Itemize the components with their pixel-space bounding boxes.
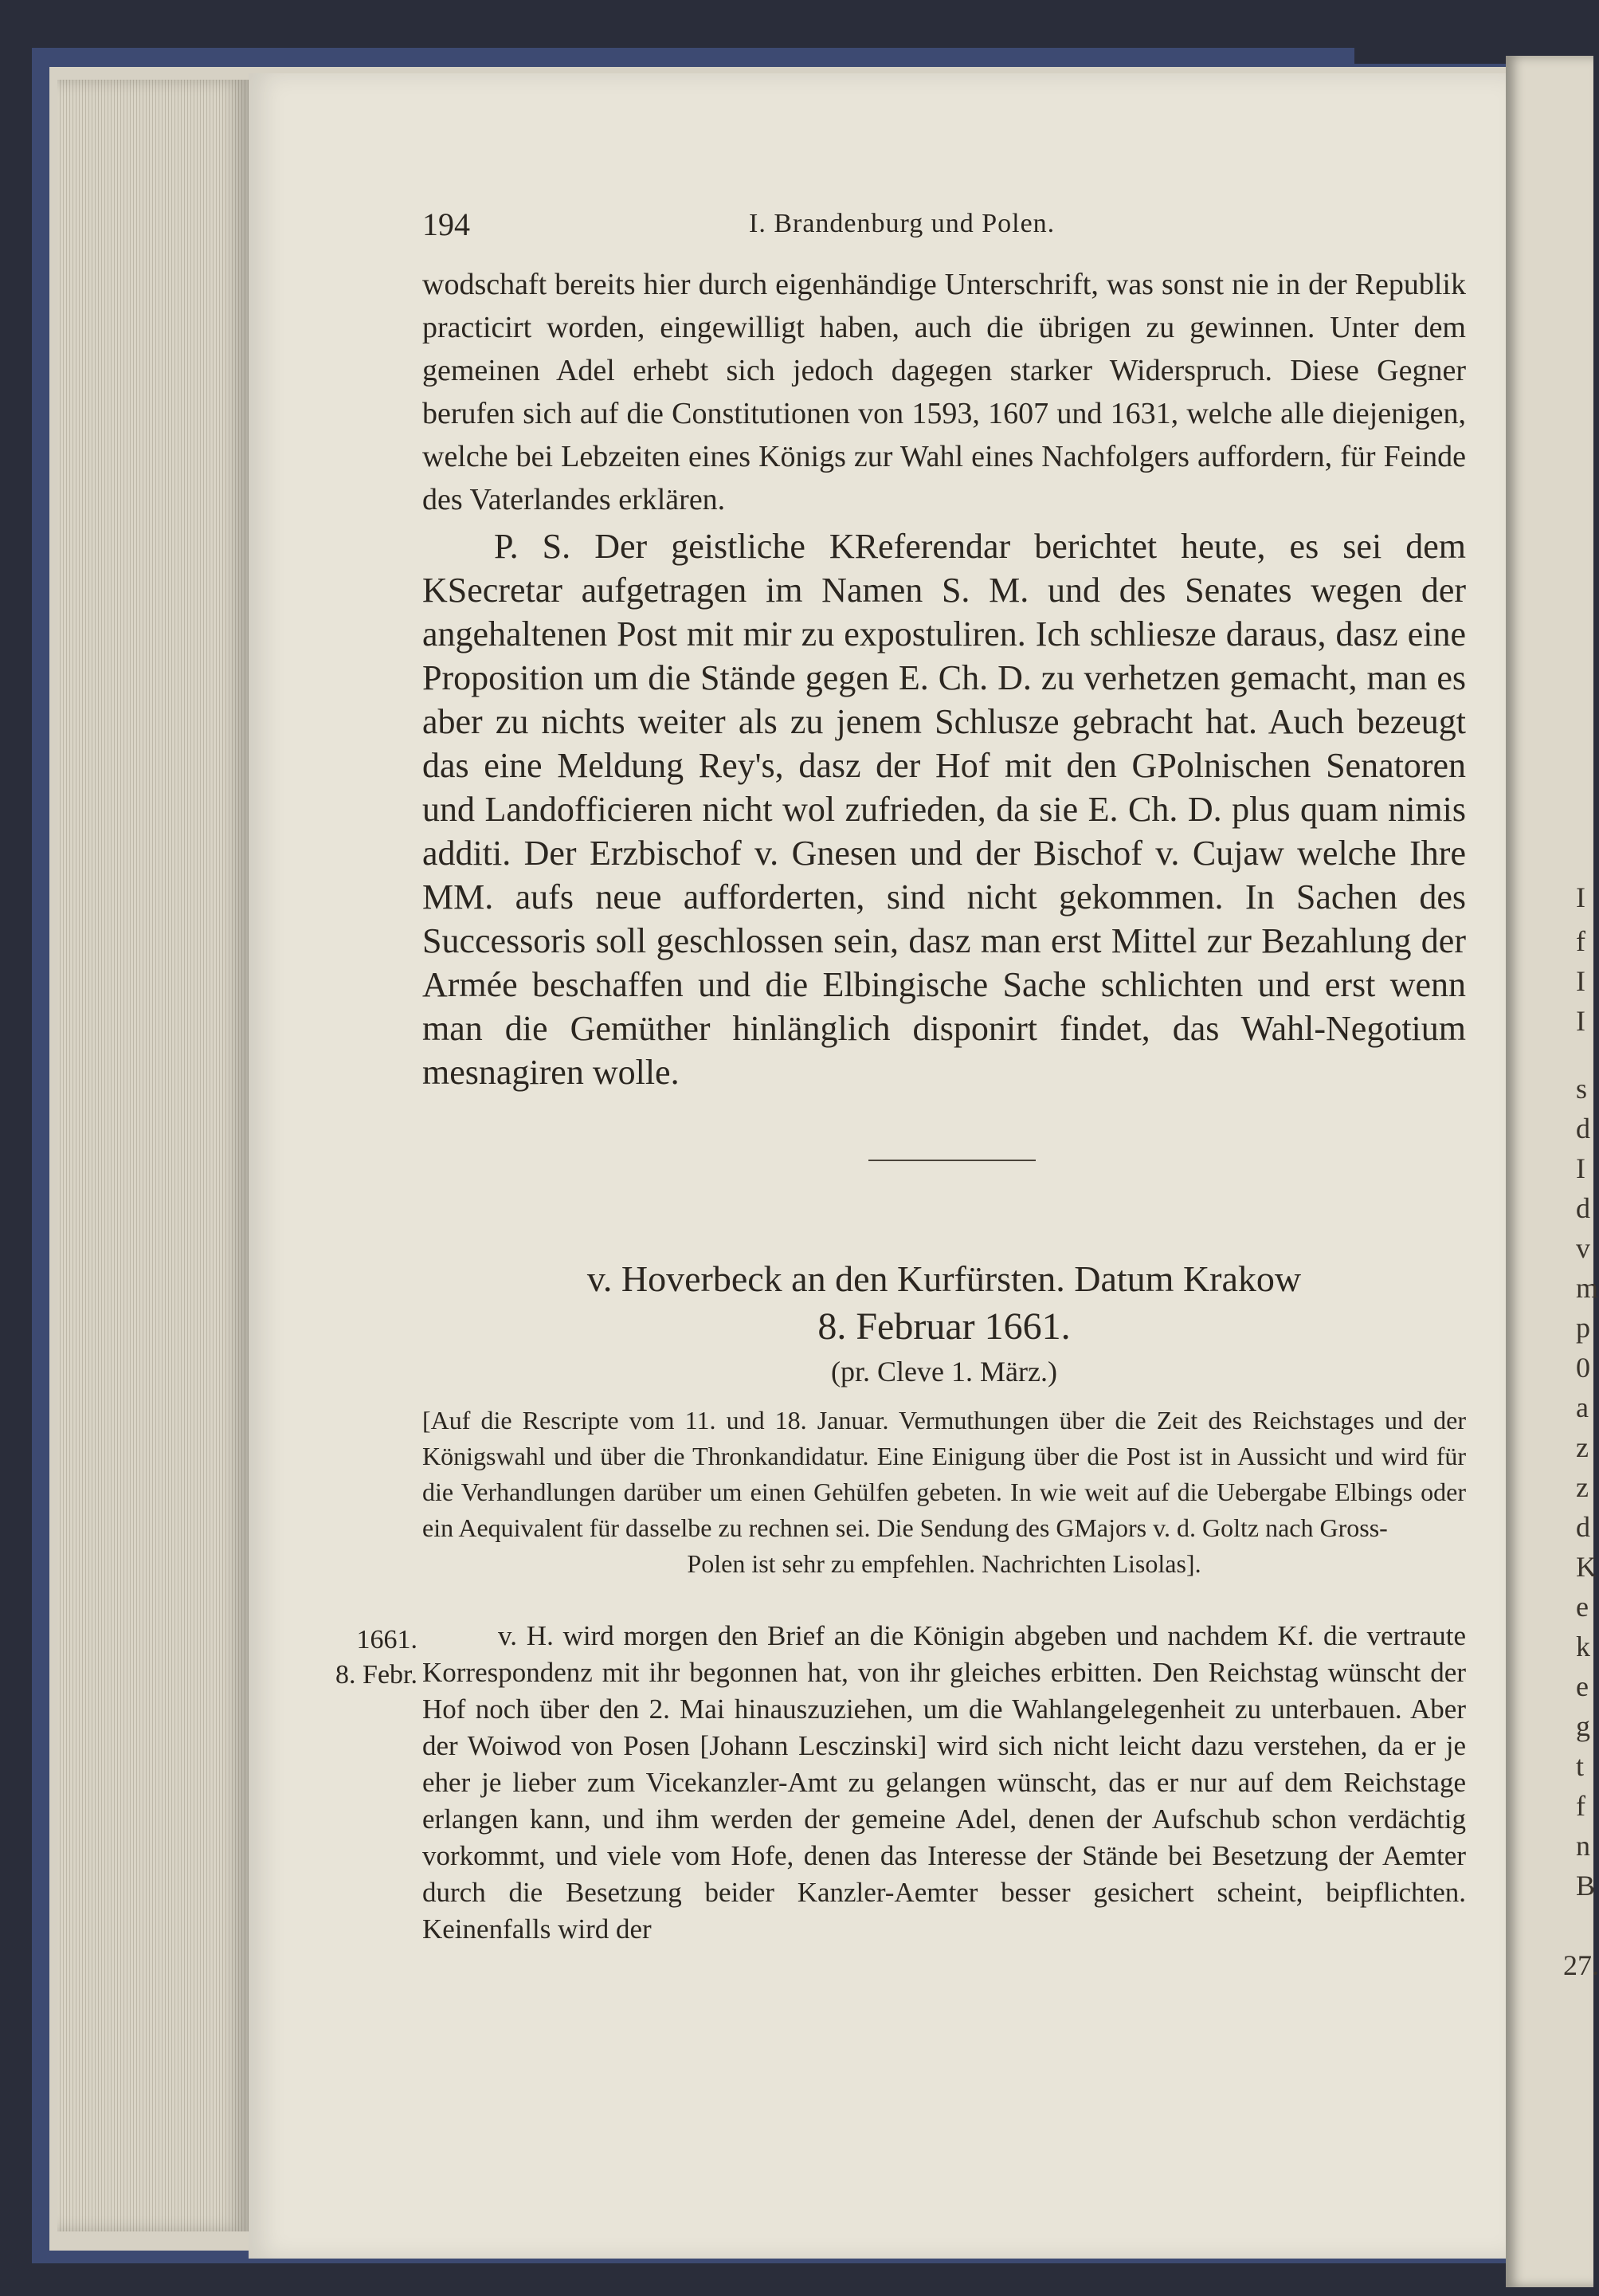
summary-last-line: Polen ist sehr zu empfehlen. Nachrichten Lisolas]. [687,1549,1201,1578]
next-page-fragment: d [1576,1511,1590,1543]
next-page-fragment: e [1576,1670,1589,1702]
next-page-fragment: I [1576,1152,1585,1184]
letter-body [422,1618,1466,1948]
margin-year: 1661. [356,1625,417,1654]
page-number: 194 [422,206,470,242]
next-page-fragment: s [1576,1073,1588,1105]
next-page-fragment: d [1576,1113,1590,1144]
next-page-fragment: I [1576,881,1585,913]
next-page-fragment: v [1576,1232,1590,1264]
next-page-fragment: d [1576,1192,1590,1224]
letter-heading [422,1255,1466,1351]
received-note: (pr. Cleve 1. März.) [831,1356,1057,1387]
paragraph-continuation: wodschaft bereits hier durch eigenhändige Unterschrift, was sonst nie in der Republik practicirt worden, eingewilligt haben, auch die übrigen zu gewinnen. Unter dem gemeinen Adel erhebt sich jedoch dagegen starker Widerspruch. Diese Gegner berufen sich auf die Constitutionen von 1593, 1607 und 1631, welche alle diejenigen, welche bei Lebzeiten eines Königs zur Wahl eines Nachfolgers auffordern, für Feinde des Vaterlandes erklären. [422,268,1466,516]
running-title: I. Brandenburg und Polen. [749,209,1056,238]
page-edges [57,80,249,2231]
next-page-fragment: z [1576,1471,1589,1503]
next-page-fragment: g [1576,1710,1590,1742]
next-page-fragment: e [1576,1591,1589,1623]
margin-day: 8. Febr. [335,1660,417,1690]
next-page-fragment: 27. [1563,1949,1599,1981]
letter-body-text: v. H. wird morgen den Brief an die Königin abgeben und nachdem Kf. die vertraute Korrespondenz mit ihr begonnen hat, von ihr gleiches erbitten. Den Reichstag wünscht der Hof noch über den 2. Mai hinauszuziehen, um die Wahlangelegenheit zu unterbauen. Aber der Woiwod von Posen [Johann Lesczinski] wird sich nicht leicht dazu verstehen, da er je eher je lieber zum Vicekanzler-Amt zu gelangen wünscht, das er nur auf dem Reichstage erlangen kann, und ihm werden der gemeine Adel, denen der Aufschub schon verdächtig vorkommt, und viele vom Hofe, denen das Interesse der Stände bei Besetzung der Aemter durch die Besetzung beider Kanzler-Aemter besser gesichert scheint, beipflichten. Keinenfalls wird der [422,1620,1466,1945]
next-page-fragment: K [1576,1551,1597,1583]
next-page-fragment: I [1576,1005,1585,1037]
letter-title-line1: v. Hoverbeck an den Kurfürsten. Datum Krakow [586,1258,1302,1299]
main-text [422,263,1466,1094]
next-page-fragment: k [1576,1631,1590,1662]
next-page-fragment: f [1576,925,1585,957]
letter-summary [422,1403,1466,1582]
next-page-fragment: t [1576,1750,1585,1782]
next-page-fragment: B [1576,1870,1596,1902]
next-page-fragment: a [1576,1391,1589,1423]
page-header [422,206,1466,253]
margin-date [322,1623,417,1693]
next-page-fragment: f [1576,1790,1585,1822]
summary-text: [Auf die Rescripte vom 11. und 18. Januar. Vermuthungen über die Zeit des Reichstages und der Königswahl und über die Thronkandidatur. Eine Einigung über die Post ist in Aussicht und wird für die Verhandlungen darüber um einen Gehülfen gebeten. In wie weit auf die Uebergabe Elbings oder ein Aequivalent für dasselbe zu rechnen sei. Die Sendung des GMajors v. d. Goltz nach Gross- [422,1406,1466,1542]
next-page-fragment: I [1576,965,1585,997]
section-divider [868,1160,1036,1161]
next-page-fragment: n [1576,1830,1590,1862]
next-page-fragment: p [1576,1312,1590,1344]
next-page-fragment: 0 [1576,1352,1590,1383]
next-page-fragment: z [1576,1431,1589,1463]
postscript-paragraph: P. S. Der geistliche KReferendar berichtet heute, es sei dem KSecretar aufgetragen im Namen S. M. und des Senates wegen der angehaltenen Post mit mir zu expostuliren. Ich schliesze daraus, dasz eine Proposition um die Stände gegen E. Ch. D. zu verhetzen gemacht, man es aber zu nichts weiter als zu jenem Schlusze gebracht hat. Auch bezeugt das eine Meldung Rey's, dasz der Hof mit den GPolnischen Senatoren und Landofficieren nicht wol zufrieden, da sie E. Ch. D. plus quam nimis additi. Der Erzbischof v. Gnesen und der Bischof v. Cujaw welche Ihre MM. aufs neue aufforderten, sind nicht gekommen. In Sachen des Successoris soll geschlossen sein, dasz man erst Mittel zur Bezahlung der Armée beschaffen und die Elbingische Sache schlichten und erst wenn man die Gemüther hinlänglich disponirt findet, das Wahl-Negotium mesnagiren wolle. [422,527,1466,1092]
letter-title-line2: 8. Februar 1661. [817,1305,1071,1348]
next-page-fragment: m [1576,1272,1599,1304]
